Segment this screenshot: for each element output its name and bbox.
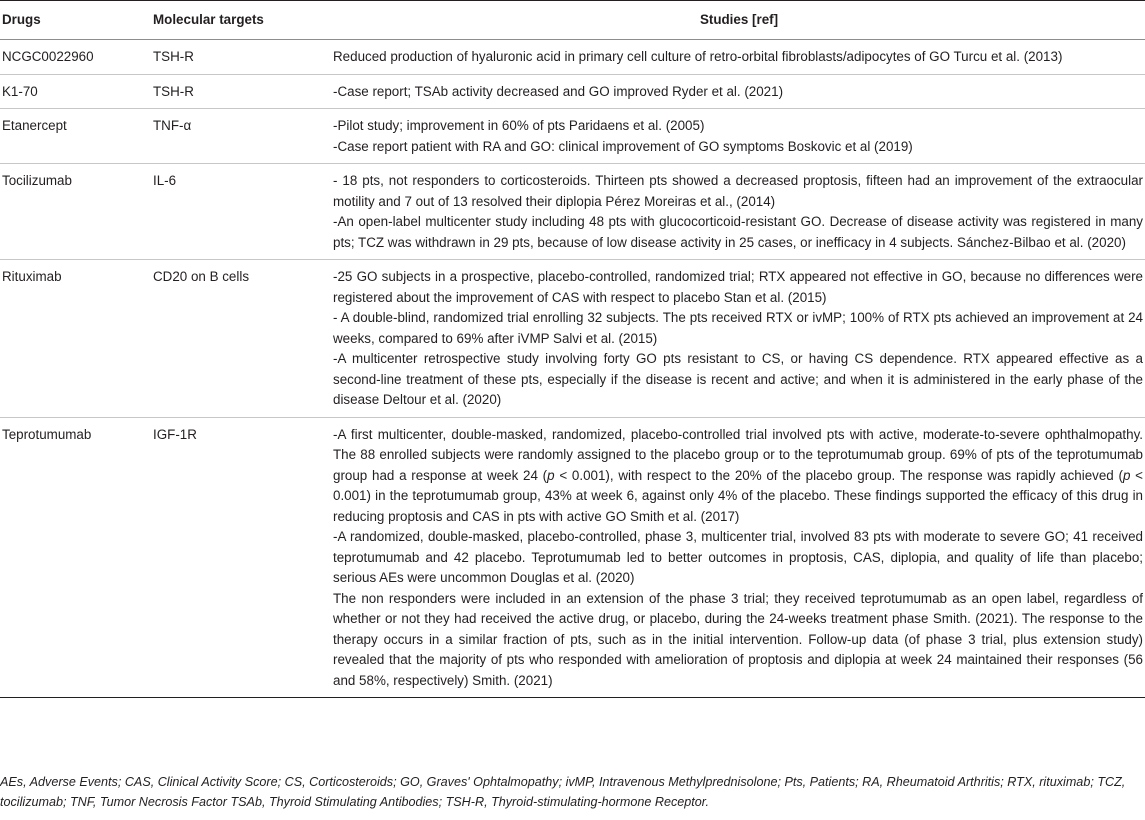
- molecular-target-cell: IGF-1R: [151, 417, 331, 698]
- studies-cell: [331, 164, 1145, 260]
- study-entry: -A multicenter retrospective study involving forty GO pts resistant to CS, or having CS dependence. RTX appeared effective as a second-line treatment of these pts, especially if the disease is recent and active; and when it is administered in the early phase of the disease Deltour et al. (2020): [333, 351, 1143, 407]
- studies-cell: [331, 260, 1145, 418]
- study-entry: Reduced production of hyaluronic acid in primary cell culture of retro-orbital fibroblasts/adipocytes of GO Turcu et al. (2013): [333, 49, 1063, 64]
- header-studies: Studies [ref]: [331, 1, 1145, 40]
- drug-name-cell: Rituximab: [0, 260, 151, 418]
- table-row: [0, 109, 1145, 164]
- drug-name-cell: Etanercept: [0, 109, 151, 164]
- study-entry: -25 GO subjects in a prospective, placebo-controlled, randomized trial; RTX appeared not effective in GO, because no differences were registered about the improvement of CAS with respect to placebo Stan et al. (2015): [333, 269, 1143, 305]
- study-entry: -An open-label multicenter study including 48 pts with glucocorticoid-resistant GO. Decrease of disease activity was registered in many pts; TCZ was withdrawn in 29 pts, because of low disease activity in 25 cases, or inefficacy in 4 subjects. Sánchez-Bilbao et al. (2020): [333, 214, 1143, 250]
- table-header-row: [0, 1, 1145, 40]
- table-row: [0, 260, 1145, 418]
- study-entry: -Case report patient with RA and GO: clinical improvement of GO symptoms Boskovic et al (2019): [333, 138, 913, 154]
- table-row: [0, 74, 1145, 109]
- drug-name-cell: NCGC0022960: [0, 40, 151, 75]
- study-entry: -Pilot study; improvement in 60% of pts Paridaens et al. (2005): [333, 118, 705, 133]
- study-entry: - A double-blind, randomized trial enrolling 32 subjects. The pts received RTX or ivMP; 100% of RTX pts achieved an improvement at 24 weeks, compared to 69% after iVMP Salvi et al. (2015): [333, 310, 1143, 346]
- studies-cell: [331, 40, 1145, 75]
- header-molecular-targets: Molecular targets: [151, 1, 331, 40]
- molecular-target-cell: TSH-R: [151, 40, 331, 75]
- study-entry: -A first multicenter, double-masked, randomized, placebo-controlled trial involved pts with active, moderate-to-severe ophthalmopathy. The 88 enrolled subjects were randomly assigned to the placebo group or to the teprotumumab group. 69% of pts of the teprotumumab group had a response at week 24 (p < 0.001), with respect to the 20% of the placebo group. The response was rapidly achieved (p < 0.001) in the teprotumumab group, 43% at week 6, against only 4% of the placebo. These findings supported the efficacy of this drug in reducing proptosis and CAS in pts with active GO Smith et al. (2017): [333, 426, 1143, 524]
- studies-cell: [331, 109, 1145, 164]
- studies-cell: [331, 74, 1145, 109]
- table-row: [0, 164, 1145, 260]
- drug-name-cell: Tocilizumab: [0, 164, 151, 260]
- study-entry: -Case report; TSAb activity decreased and GO improved Ryder et al. (2021): [333, 83, 784, 99]
- studies-cell: [331, 417, 1145, 698]
- table-body: [0, 40, 1145, 698]
- header-drugs: Drugs: [0, 1, 151, 40]
- study-entry: - 18 pts, not responders to corticosteroids. Thirteen pts showed a decreased proptosis, fifteen had an improvement of the extraocular motility and 7 out of 13 resolved their diplopia Pérez Moreiras et al., (2014): [333, 173, 1143, 209]
- table-footnote: AEs, Adverse Events; CAS, Clinical Activity Score; CS, Corticosteroids; GO, Graves' Ophtalmopathy; ivMP, Intravenous Methylprednisolone; Pts, Patients; RA, Rheumatoid Arthritis; RTX, rituximab; TCZ, tocilizumab; TNF, Tumor Necrosis Factor TSAb, Thyroid Stimulating Antibodies; TSH-R, Thyroid-stimulating-hormone Receptor.: [0, 775, 1126, 809]
- molecular-target-cell: CD20 on B cells: [151, 260, 331, 418]
- study-entry: -A randomized, double-masked, placebo-controlled, phase 3, multicenter trial, involved 83 pts with moderate to severe GO; 41 received teprotumumab and 42 placebo. Teprotumumab led to better outcomes in proptosis, CAS, diplopia, and quality of life than placebo; serious AEs were uncommon Douglas et al. (2020): [333, 529, 1143, 585]
- molecular-target-cell: TNF-α: [151, 109, 331, 164]
- drug-name-cell: K1-70: [0, 74, 151, 109]
- molecular-target-cell: IL-6: [151, 164, 331, 260]
- molecular-target-cell: TSH-R: [151, 74, 331, 109]
- study-entry: The non responders were included in an extension of the phase 3 trial; they received teprotumumab as an open label, regardless of whether or not they had received the active drug, or placebo, during the 24-weeks treatment phase Smith. (2021). The response to the therapy occurs in a similar fraction of pts, such as in the initial intervention. Follow-up data (of phase 3 trial, plus extension study) revealed that the majority of pts who responded with amelioration of proptosis and diplopia at week 24 maintained their responses (56 and 58%, respectively) Smith. (2021): [333, 590, 1143, 688]
- table-row: [0, 417, 1145, 698]
- table-row: [0, 40, 1145, 75]
- drug-name-cell: Teprotumumab: [0, 417, 151, 698]
